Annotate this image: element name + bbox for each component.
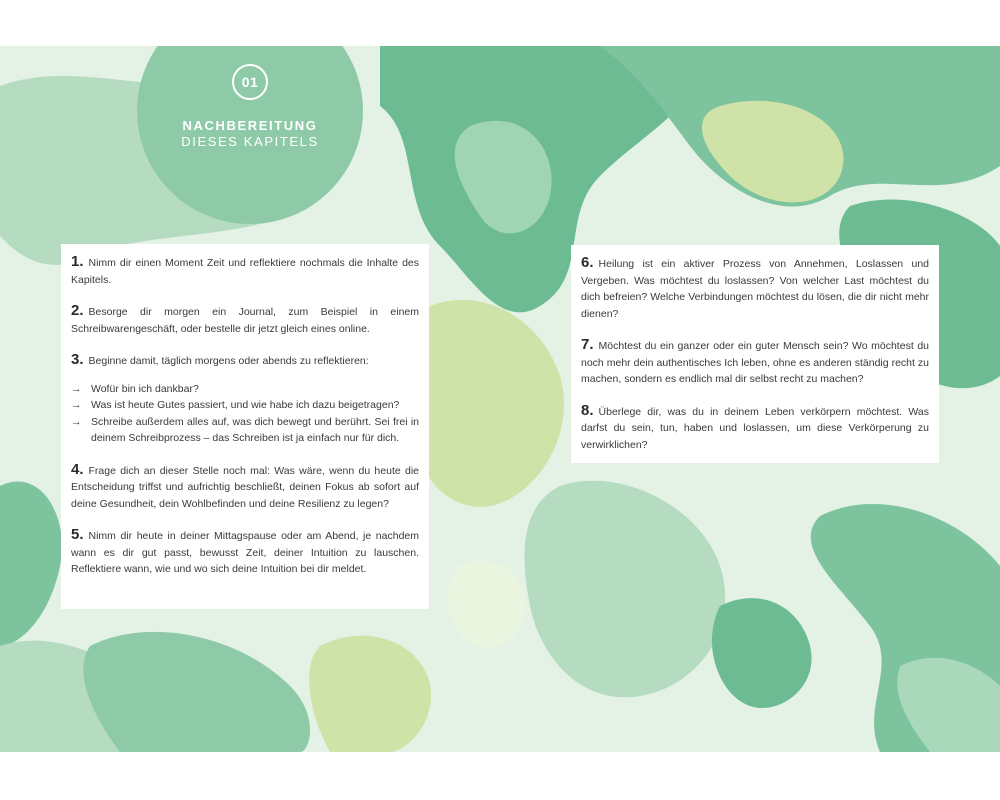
list-item: 3. Beginne damit, täglich morgens oder abends zu reflektieren: <box>71 351 369 368</box>
arrow-right-icon: → <box>71 415 82 428</box>
left-text-card <box>61 244 429 609</box>
chapter-title: NACHBEREITUNG <box>182 118 318 133</box>
list-item: 2. Besorge dir morgen ein Journal, zum Beispiel in einem Schreibwarengeschäft, oder bestelle dir jetzt gleich eines online. <box>71 302 419 335</box>
arrow-right-icon: → <box>71 399 82 411</box>
list-item: 1. Nimm dir einen Moment Zeit und reflektiere nochmals die Inhalte des Kapitels. <box>71 253 419 286</box>
reflection-bullet-list <box>71 381 419 447</box>
list-item: 7. Möchtest du ein ganzer oder ein guter Mensch sein? Wo möchtest du noch mehr dein authentisches Ich leben, ohne es anderen ständig recht zu machen, sondern es endlich mal dir selbst recht zu machen? <box>581 336 929 385</box>
marble-spread <box>0 46 1000 752</box>
list-item: 4. Frage dich an dieser Stelle noch mal: Was wäre, wenn du heute die Entscheidung triffst und aufrichtig beschließt, deinen Fokus ab sofort auf deine Gesundheit, dein Wohlbefinden und deine Resilienz zu legen? <box>71 460 419 510</box>
right-text-card <box>571 245 939 463</box>
chapter-subtitle: DIESES KAPITELS <box>181 134 319 149</box>
arrow-right-icon: → <box>71 382 82 395</box>
chapter-number: 01 <box>232 64 268 100</box>
list-item: 6. Heilung ist ein aktiver Prozess von Annehmen, Loslassen und Vergeben. Was möchtest du loslassen? Von welcher Last möchtest du dich befreien? Welche Verbindungen möchtest du lösen, die dir nicht mehr dienen? <box>581 254 929 320</box>
list-item: 5. Nimm dir heute in deiner Mittagspause oder am Abend, je nachdem wann es dir gut passt, bewusst Zeit, deiner Intuition zu lauschen. Reflektiere wann, wie und wo sich deine Intuition bei dir meldet. <box>71 526 419 575</box>
list-item: 8. Überlege dir, was du in deinem Leben verkörpern möchtest. Was darfst du sein, tun, haben und loslassen, um diese Verkörperung zu verwirklichen? <box>581 401 929 451</box>
bullet-item: → Schreibe außerdem alles auf, was dich bewegt und berührt. Sei frei in deinem Schreibprozess – das Schreiben ist ja einfach nur für dich. <box>71 415 419 444</box>
bullet-item: → Wofür bin ich dankbar? <box>71 381 419 398</box>
bullet-item: → Was ist heute Gutes passiert, und wie habe ich dazu beigetragen? <box>71 397 419 414</box>
